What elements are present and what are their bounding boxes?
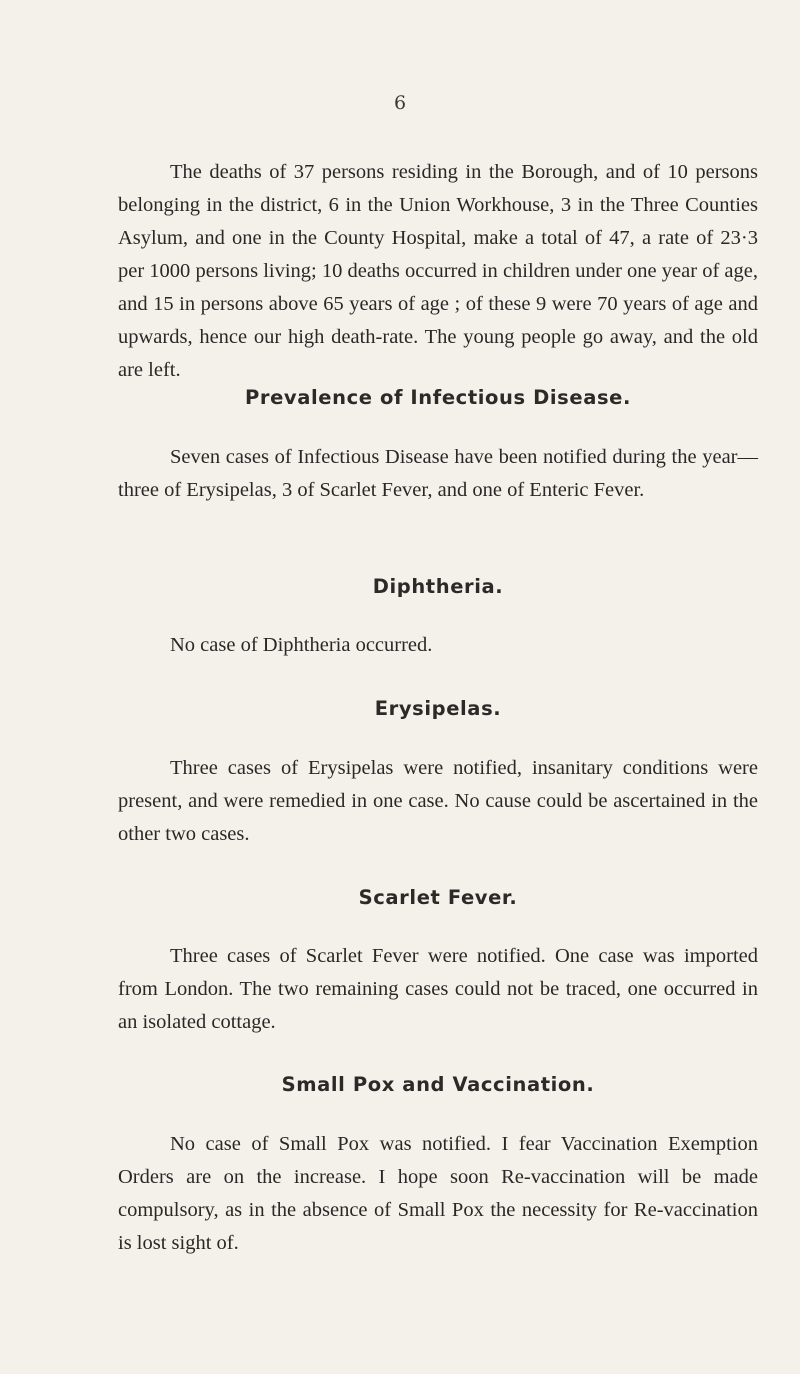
heading-diphtheria: Diphtheria. <box>372 575 504 598</box>
paragraph-small-pox-vaccination: No case of Small Pox was notified. I fear Vaccination Exemption Orders are on the increase. I hope soon Re-vaccination will be made compulsory, as in the absence of Small Pox the necessity for Re-vaccination is lost sight of. <box>118 1133 758 1254</box>
heading-scarlet-fever: Scarlet Fever. <box>358 886 518 909</box>
paragraph-diphtheria: No case of Diphtheria occurred. <box>170 634 433 656</box>
page-number: 6 <box>393 92 407 114</box>
intro-paragraph: The deaths of 37 persons residing in the Borough, and of 10 persons belonging in the district, 6 in the Union Workhouse, 3 in the Three Counties Asylum, and one in the County Hospital, make a total of 47, a rate of 23·3 per 1000 persons living; 10 deaths occurred in children under one year of age, and 15 in persons above 65 years of age ; of these 9 were 70 years of age and upwards, hence our high death-rate. The young people go away, and the old are left. <box>118 161 758 381</box>
heading-erysipelas: Erysipelas. <box>374 697 502 720</box>
heading-small-pox-vaccination: Small Pox and Vaccination. <box>281 1073 595 1096</box>
paragraph-prevalence-infectious-disease: Seven cases of Infectious Disease have been notified during the year—three of Erysipelas, 3 of Scarlet Fever, and one of Enteric Fever. <box>118 446 758 501</box>
heading-prevalence-infectious-disease: Prevalence of Infectious Disease. <box>244 386 632 409</box>
paragraph-scarlet-fever: Three cases of Scarlet Fever were notified. One case was imported from London. The two remaining cases could not be traced, one occurred in an isolated cottage. <box>118 945 758 1033</box>
paragraph-erysipelas: Three cases of Erysipelas were notified, insanitary conditions were present, and were remedied in one case. No cause could be ascertained in the other two cases. <box>118 757 758 845</box>
